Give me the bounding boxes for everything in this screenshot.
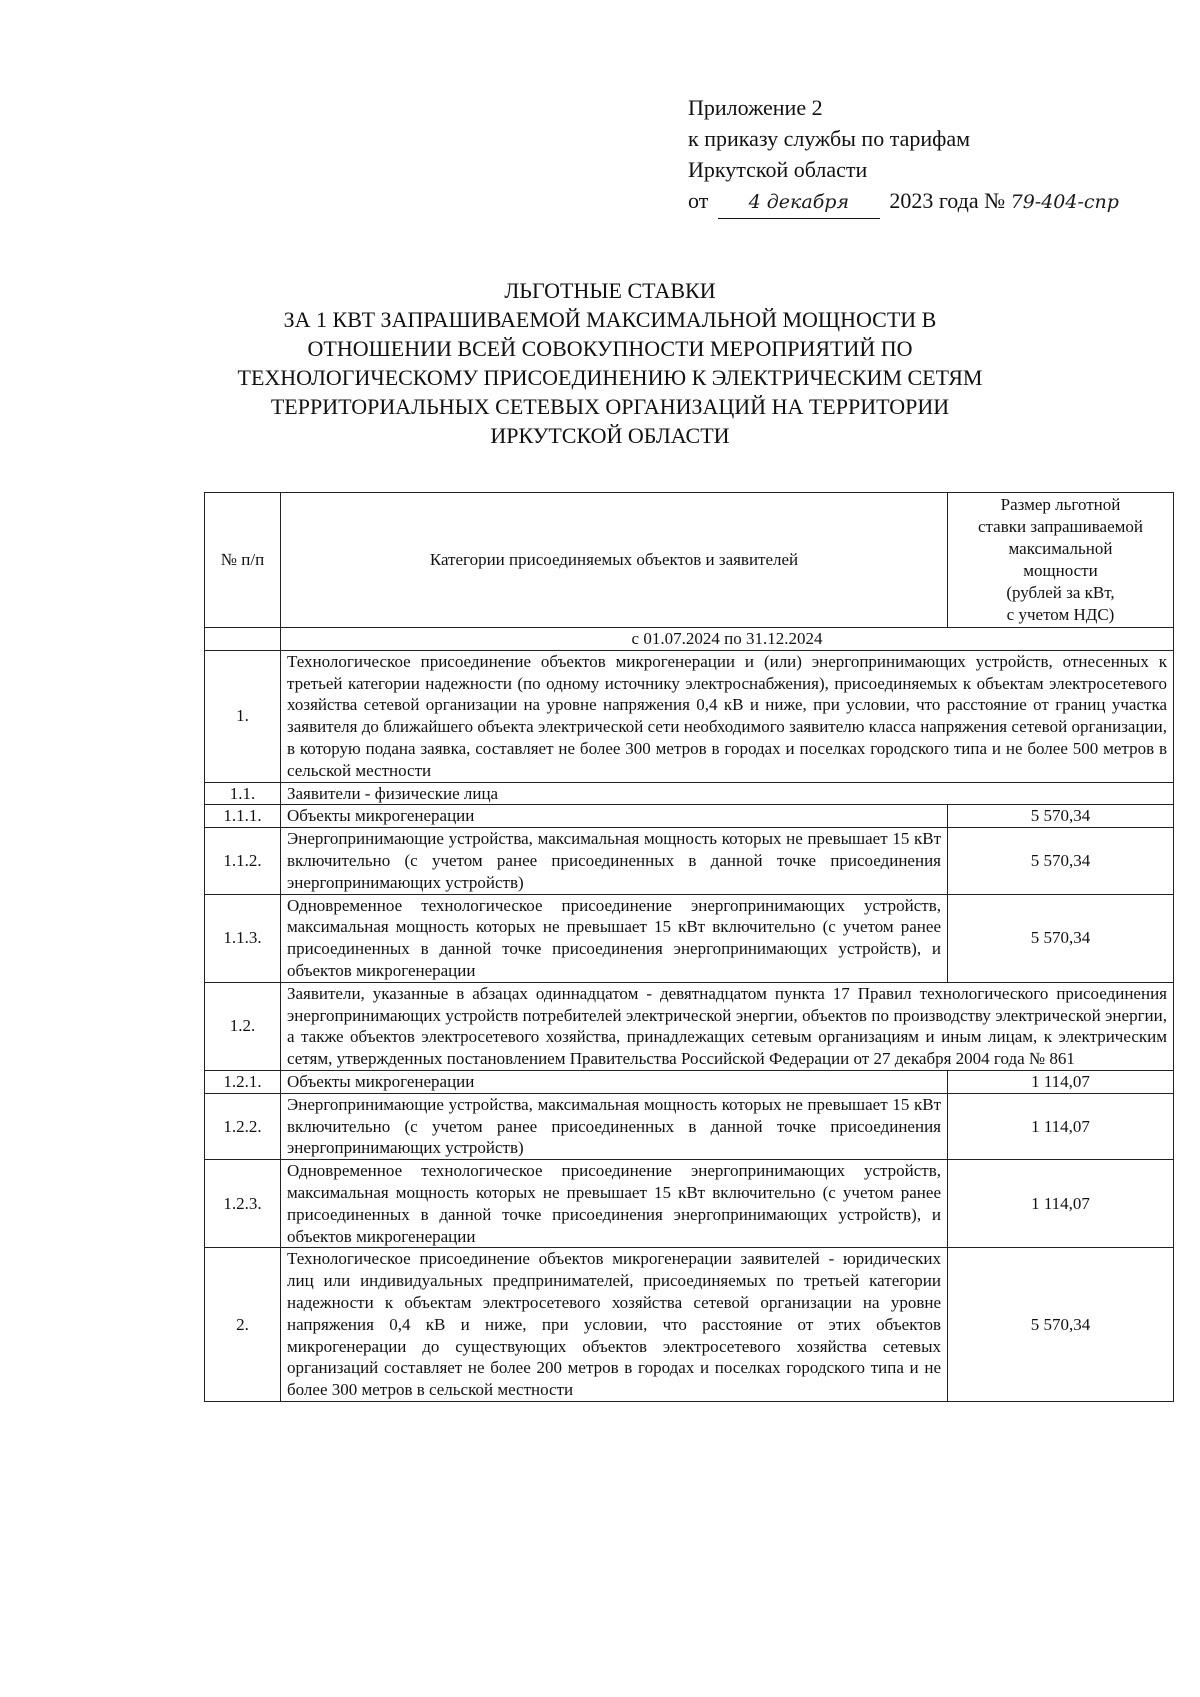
row-text: Заявители - физические лица <box>281 782 1174 805</box>
header-rate-line-2: ставки запрашиваемой <box>978 517 1143 536</box>
row-value: 1 114,07 <box>948 1093 1174 1159</box>
handwritten-date: 4 декабря <box>718 187 880 219</box>
period-row <box>205 628 1174 651</box>
header-rate-line-5: (рублей за кВт, <box>1006 583 1115 602</box>
row-num: 1.1.3. <box>205 894 281 982</box>
title-line-3: ОТНОШЕНИИ ВСЕЙ СОВОКУПНОСТИ МЕРОПРИЯТИЙ ПО <box>307 336 913 361</box>
row-value: 1 114,07 <box>948 1160 1174 1248</box>
row-text: Энергопринимающие устройства, максимальная мощность которых не превышает 15 кВт включительно (с учетом ранее присоединенных в данной точке присоединения энергопринимающих устройств) <box>281 1093 948 1159</box>
row-num: 1.2.1. <box>205 1070 281 1093</box>
row-text: Энергопринимающие устройства, максимальная мощность которых не превышает 15 кВт включительно (с учетом ранее присоединенных в данной точке присоединения энергопринимающих устройств) <box>281 828 948 894</box>
table-row <box>205 1093 1174 1159</box>
row-num: 2. <box>205 1248 281 1402</box>
row-num: 1.1.1. <box>205 805 281 828</box>
table-row <box>205 1070 1174 1093</box>
header-category: Категории присоединяемых объектов и заявителей <box>281 493 948 628</box>
header-num: № п/п <box>205 493 281 628</box>
title-line-5: ТЕРРИТОРИАЛЬНЫХ СЕТЕВЫХ ОРГАНИЗАЦИЙ НА ТЕРРИТОРИИ <box>270 394 950 419</box>
appendix-region: Иркутской области <box>688 157 868 182</box>
appendix-order-ref: к приказу службы по тарифам <box>688 126 971 151</box>
row-text: Одновременное технологическое присоединение энергопринимающих устройств, максимальная мощность которых не превышает 15 кВт включительно (с учетом ранее присоединенных в данной точке присоединения энергопринимающих устройств), и объектов микрогенерации <box>281 1160 948 1248</box>
row-text: Объекты микрогенерации <box>281 1070 948 1093</box>
title-line-1: ЛЬГОТНЫЕ СТАВКИ <box>504 278 716 303</box>
table-header-row <box>205 493 1174 628</box>
row-text: Объекты микрогенерации <box>281 805 948 828</box>
title-line-4: ТЕХНОЛОГИЧЕСКОМУ ПРИСОЕДИНЕНИЮ К ЭЛЕКТРИЧЕСКИМ СЕТЯМ <box>237 365 983 390</box>
header-rate <box>948 493 1174 628</box>
table-row <box>205 982 1174 1070</box>
title-line-6: ИРКУТСКОЙ ОБЛАСТИ <box>490 423 730 448</box>
appendix-title: Приложение 2 <box>688 95 823 120</box>
row-num: 1.2.3. <box>205 1160 281 1248</box>
title-line-2: ЗА 1 КВТ ЗАПРАШИВАЕМОЙ МАКСИМАЛЬНОЙ МОЩНОСТИ В <box>283 307 937 332</box>
row-num: 1.1. <box>205 782 281 805</box>
row-num: 1.2.2. <box>205 1093 281 1159</box>
year-label: 2023 года № <box>889 188 1006 213</box>
rates-table <box>204 492 1174 1402</box>
handwritten-order-number: 79-404-спр <box>1010 191 1119 213</box>
appendix-header <box>688 92 1159 219</box>
row-text: Технологическое присоединение объектов микрогенерации и (или) энергопринимающих устройств, отнесенных к третьей категории надежности (по одному источнику электроснабжения), присоединяемых к объектам электросетевого хозяйства сетевой организации на уровне напряжения 0,4 кВ и ниже, при условии, что расстояние от границ участка заявителя до ближайшего объекта электрической сети необходимого заявителю класса напряжения сетевой организации, в которую подана заявка, составляет не более 300 метров в городах и поселках городского типа и не более 500 метров в сельской местности <box>281 650 1174 782</box>
row-text: Технологическое присоединение объектов микрогенерации заявителей - юридических лиц или индивидуальных предпринимателей, присоединяемых по третьей категории надежности к объектам электросетевого хозяйства сетевой организации на уровне напряжения 0,4 кВ и ниже, при условии, что расстояние от этих объектов микрогенерации до существующих объектов электросетевого хозяйства сетевых организаций составляет не более 200 метров в городах и поселках городского типа и не более 300 метров в сельской местности <box>281 1248 948 1402</box>
document-title <box>230 276 990 450</box>
row-text: Одновременное технологическое присоединение энергопринимающих устройств, максимальная мощность которых не превышает 15 кВт включительно (с учетом ранее присоединенных в данной точке присоединения энергопринимающих устройств), и объектов микрогенерации <box>281 894 948 982</box>
header-rate-line-1: Размер льготной <box>1000 495 1121 514</box>
table-row <box>205 650 1174 782</box>
row-value: 5 570,34 <box>948 805 1174 828</box>
table-row <box>205 1160 1174 1248</box>
row-value: 1 114,07 <box>948 1070 1174 1093</box>
table-row <box>205 828 1174 894</box>
row-value: 5 570,34 <box>948 1248 1174 1402</box>
table-row <box>205 1248 1174 1402</box>
row-num: 1. <box>205 650 281 782</box>
row-num: 1.1.2. <box>205 828 281 894</box>
header-rate-line-3: максимальной <box>1008 539 1113 558</box>
date-from-label: от <box>688 188 709 213</box>
header-rate-line-4: мощности <box>1023 561 1098 580</box>
row-value: 5 570,34 <box>948 828 1174 894</box>
appendix-date-line <box>688 185 1159 219</box>
period-label: с 01.07.2024 по 31.12.2024 <box>281 628 1174 651</box>
row-value: 5 570,34 <box>948 894 1174 982</box>
row-num: 1.2. <box>205 982 281 1070</box>
table-row <box>205 805 1174 828</box>
row-text: Заявители, указанные в абзацах одиннадцатом - девятнадцатом пункта 17 Правил технологического присоединения энергопринимающих устройств потребителей электрической энергии, объектов по производству электрической энергии, а также объектов электросетевого хозяйства, принадлежащих сетевым организациям и иным лицам, к электрическим сетям, утвержденных постановлением Правительства Российской Федерации от 27 декабря 2004 года № 861 <box>281 982 1174 1070</box>
table-row <box>205 782 1174 805</box>
header-rate-line-6: с учетом НДС) <box>1006 605 1115 624</box>
table-row <box>205 894 1174 982</box>
